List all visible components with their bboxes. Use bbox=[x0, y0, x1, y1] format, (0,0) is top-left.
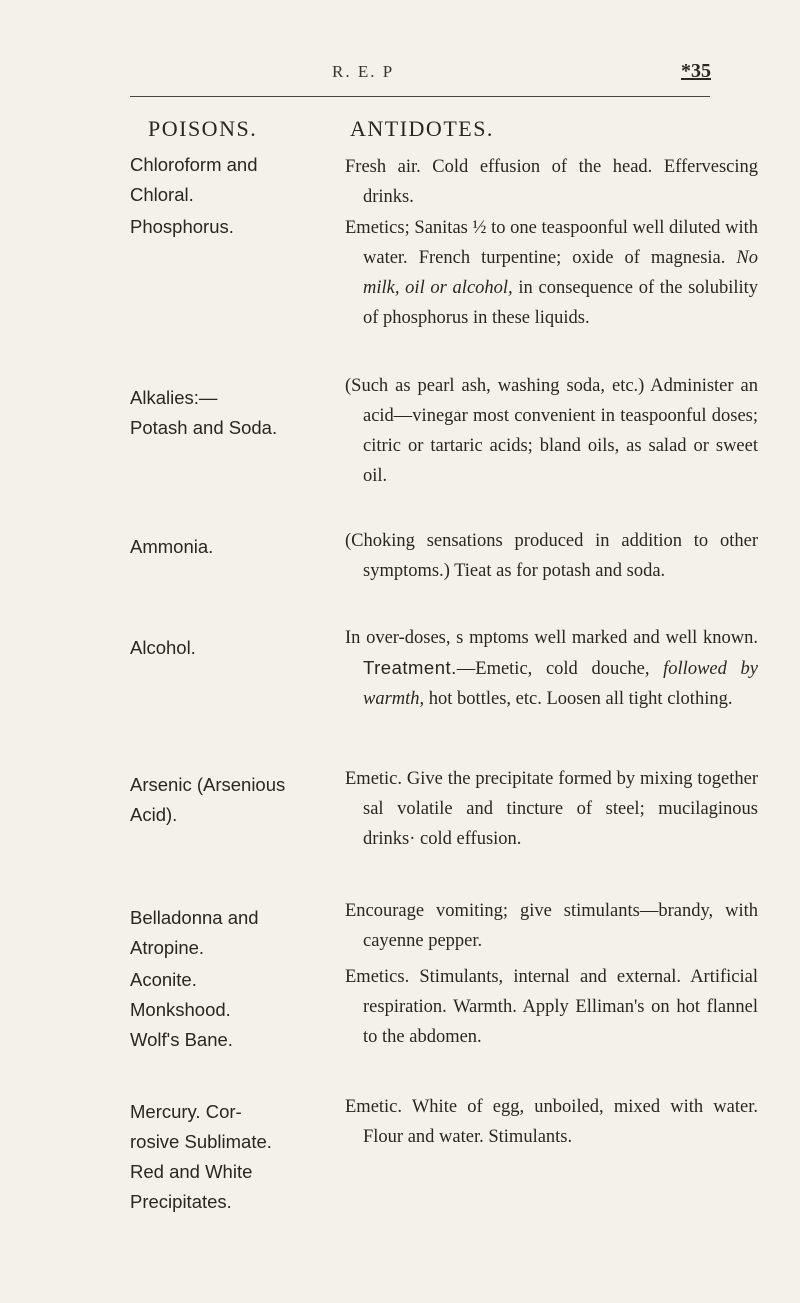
antidote-belladonna bbox=[345, 896, 758, 956]
poison-line: Alcohol. bbox=[130, 637, 196, 658]
poison-line: Mercury. Cor- bbox=[130, 1101, 242, 1122]
antidote-text: (Such as pearl ash, washing soda, etc.) Administer an acid—vinegar most convenient in teaspoonful doses; citric or tartaric acids; bland oils, as salad or sweet oil. bbox=[345, 376, 758, 486]
antidote-text: Emetics; Sanitas ½ to one teaspoonful well diluted with water. French turpentine; oxide of magnesia. bbox=[345, 218, 758, 268]
antidote-text: —Emetic, cold douche, bbox=[456, 659, 650, 679]
antidote-text: Emetic. Give the precipitate formed by mixing together sal volatile and tincture of steel; mucilaginous drinks· cold effusion. bbox=[345, 769, 758, 849]
antidote-text: Emetics. Stimulants, internal and external. Artificial respiration. Warmth. Apply Elliman's on hot flannel to the abdomen. bbox=[345, 967, 758, 1047]
poison-line: Arsenic (Arsenious bbox=[130, 774, 286, 795]
poison-arsenic bbox=[130, 770, 285, 830]
running-head: R. E. P bbox=[332, 62, 395, 81]
antidote-text: Fresh air. Cold effusion of the head. Effervescing drinks. bbox=[345, 157, 758, 207]
poison-alkalies bbox=[130, 383, 277, 443]
poison-line: Aconite. bbox=[130, 969, 197, 990]
poison-line: Precipitates. bbox=[130, 1191, 232, 1212]
poison-line: Wolf's Bane. bbox=[130, 1029, 233, 1050]
antidote-alcohol bbox=[345, 623, 758, 714]
poison-alcohol bbox=[130, 633, 196, 663]
antidote-alkalies bbox=[345, 371, 758, 491]
antidote-text: (Choking sensations produced in addition to other symptoms.) Tieat as for potash and soda. bbox=[345, 531, 758, 581]
header-rule bbox=[130, 96, 710, 97]
page-number: *35 bbox=[681, 60, 711, 82]
poison-line: Potash and Soda. bbox=[130, 417, 278, 438]
poison-line: Atropine. bbox=[130, 937, 205, 958]
antidote-emphasis: No milk, oil or alcohol, bbox=[363, 248, 759, 298]
poison-line: Chloroform and bbox=[130, 154, 258, 175]
antidote-chloroform bbox=[345, 152, 758, 212]
poison-line: Phosphorus. bbox=[130, 216, 234, 237]
antidote-text: Emetic. White of egg, unboiled, mixed with water. Flour and water. Stimulants. bbox=[345, 1097, 758, 1147]
page-header bbox=[0, 62, 800, 92]
poison-line: Alkalies:— bbox=[130, 387, 218, 408]
antidote-arsenic bbox=[345, 764, 758, 854]
antidote-phosphorus bbox=[345, 213, 758, 333]
poison-line: Red and White bbox=[130, 1161, 253, 1182]
antidote-text: Encourage vomiting; give stimulants—brandy, with cayenne pepper. bbox=[345, 901, 758, 951]
antidote-text: hot bottles, etc. Loosen all tight clothing. bbox=[428, 689, 733, 709]
poisons-column-heading: POISONS. bbox=[148, 116, 258, 141]
antidote-text: in consequence of the solubility of phosphorus in these liquids. bbox=[363, 278, 759, 328]
poison-belladonna bbox=[130, 903, 259, 963]
poison-line: Monkshood. bbox=[130, 999, 231, 1020]
antidote-aconite bbox=[345, 962, 758, 1052]
antidote-emphasis: followed by warmth, bbox=[363, 659, 758, 709]
poison-line: Ammonia. bbox=[130, 536, 214, 557]
treatment-label: Treatment. bbox=[363, 657, 457, 678]
antidotes-column-heading: ANTIDOTES. bbox=[350, 116, 494, 141]
poison-aconite bbox=[130, 965, 233, 1055]
poison-line: Belladonna and bbox=[130, 907, 259, 928]
poison-chloroform bbox=[130, 150, 258, 210]
antidote-mercury bbox=[345, 1092, 758, 1152]
poison-line: Acid). bbox=[130, 804, 178, 825]
poison-phosphorus bbox=[130, 212, 234, 242]
antidote-ammonia bbox=[345, 526, 758, 586]
poison-line: Chloral. bbox=[130, 184, 194, 205]
poison-mercury bbox=[130, 1097, 272, 1217]
antidote-text: In over-doses, s mptoms well marked and well known. bbox=[345, 628, 758, 648]
poison-line: rosive Sublimate. bbox=[130, 1131, 272, 1152]
poison-ammonia bbox=[130, 532, 213, 562]
